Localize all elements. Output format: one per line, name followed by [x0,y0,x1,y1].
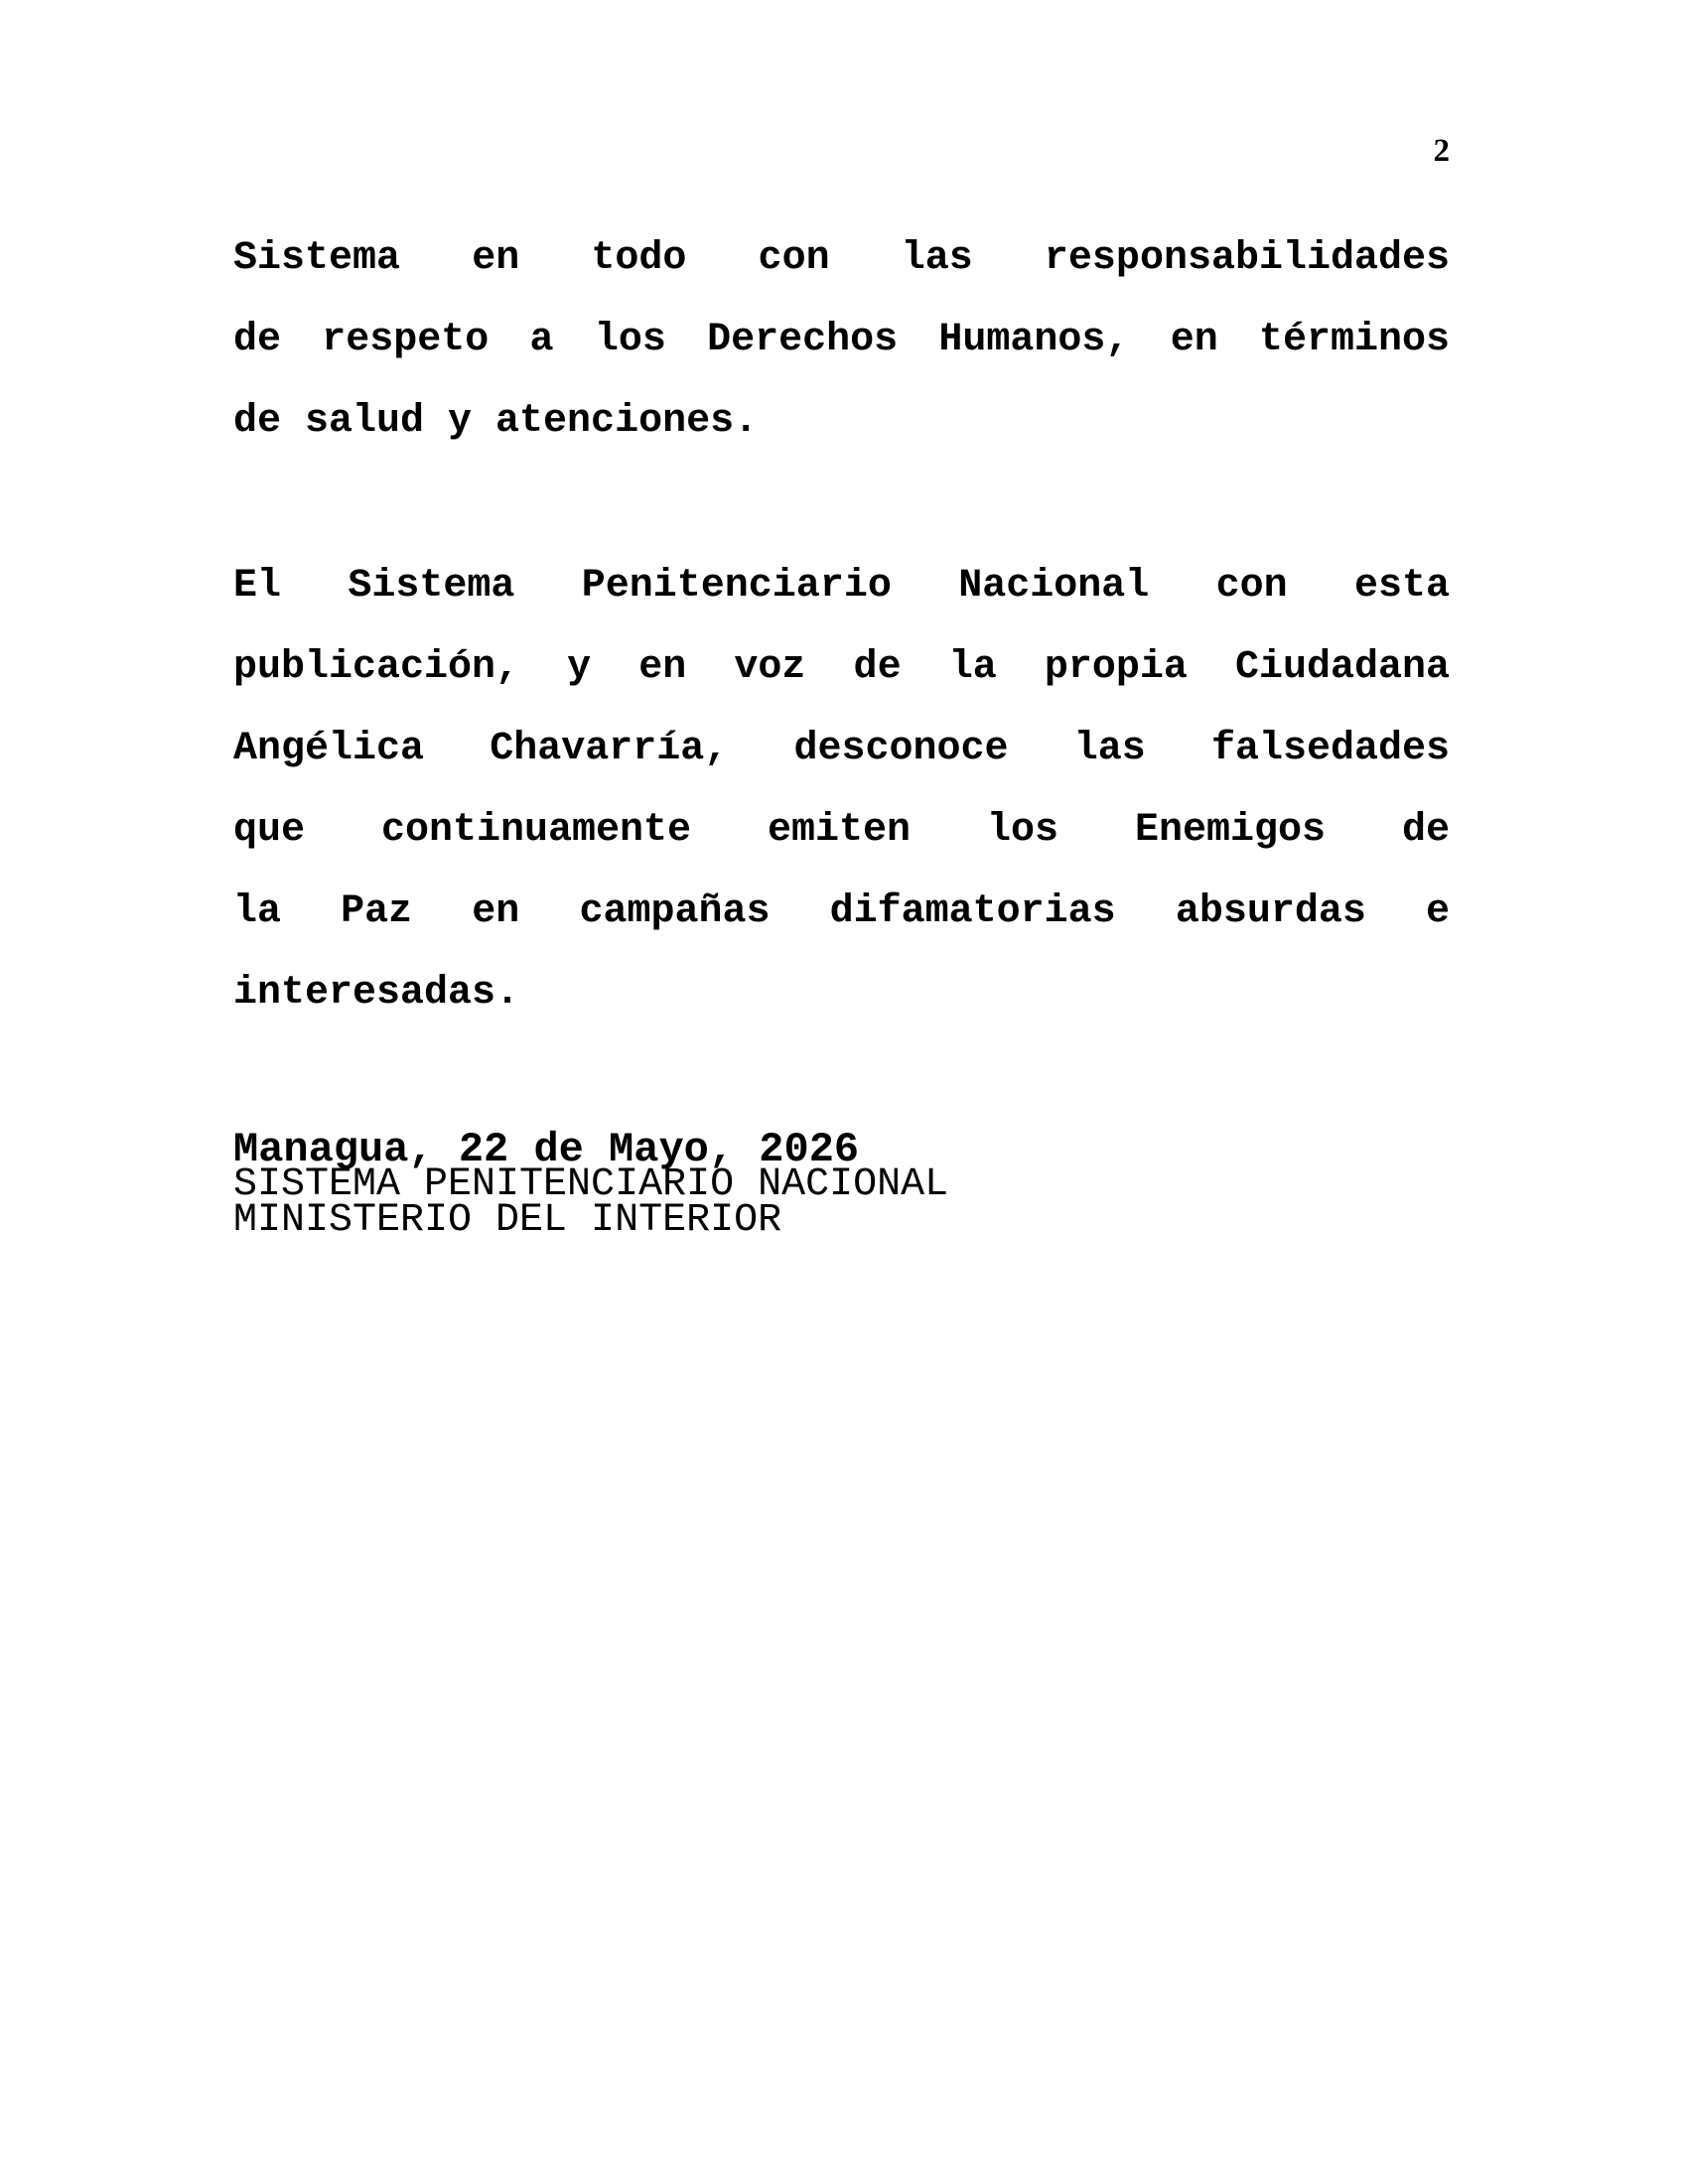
paragraph-1-line: de salud y atenciones. [233,399,759,444]
paragraph-1 [233,218,1450,463]
paragraph-1-line: Sistema en todo con las responsabilidades [233,236,1450,281]
signature-org-line: MINISTERIO DEL INTERIOR [233,1198,782,1243]
paragraph-1-line: de respeto a los Derechos Humanos, en términos [233,318,1450,362]
paragraph-2-line: interesadas. [233,971,520,1016]
page-number: 2 [1433,133,1450,169]
paragraph-2-line: Angélica Chavarría, desconoce las falsedades [233,727,1450,771]
paragraph-2-line: El Sistema Penitenciario Nacional con esta [233,564,1450,609]
paragraph-2 [233,546,1450,1034]
signature-org-line: SISTEMA PENITENCIARIO NACIONAL [233,1162,949,1207]
paragraph-2-line: que continuamente emiten los Enemigos de [233,808,1450,853]
signature-block [233,1126,949,1243]
paragraph-2-line: la Paz en campañas difamatorias absurdas e [233,889,1450,934]
paragraph-2-line: publicación, y en voz de la propia Ciudadana [233,645,1450,690]
signature-place-date: Managua, 22 de Mayo, 2026 [233,1126,860,1173]
